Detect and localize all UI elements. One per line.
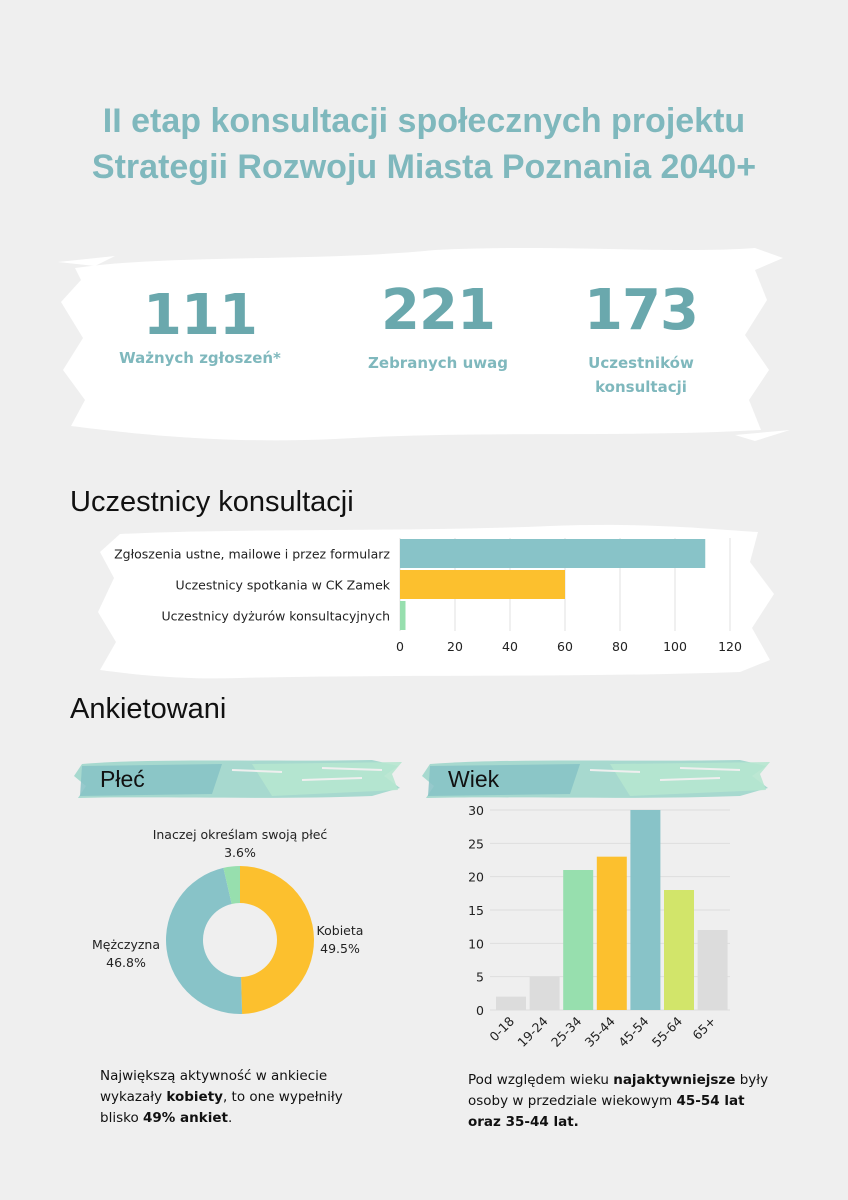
stat-valid-submissions (95, 283, 305, 370)
bar (400, 570, 565, 599)
pie-label-women (300, 922, 380, 958)
text-part: Pod względem wieku (468, 1072, 614, 1088)
stat-label-line-2: konsultacji (595, 378, 687, 396)
text-part: , to one wypełniły blisko (100, 1089, 343, 1126)
y-tick-label: 20 (468, 869, 484, 885)
pie-label-women-name: Kobieta (316, 923, 364, 938)
text-bold-part: najaktywniejsze (613, 1072, 736, 1088)
text-bold-part: kobiety (166, 1089, 223, 1105)
pie-label-men-name: Mężczyzna (91, 937, 160, 952)
y-tick-label: 0 (476, 1003, 484, 1018)
bar-category-label: Zgłoszenia ustne, mailowe i przez formularz (114, 546, 390, 562)
x-tick-label: 80 (612, 639, 628, 654)
y-tick-label: 10 (468, 936, 484, 952)
y-tick-label: 30 (468, 803, 484, 818)
bar (664, 890, 694, 1010)
age-bar-chart (430, 796, 760, 1066)
pie-label-other-name: Inaczej określam swoją płeć (152, 827, 328, 842)
age-heading: Wiek (448, 766, 500, 792)
x-tick-label: 20 (447, 639, 463, 654)
participants-heading: Uczestnicy konsultacji (70, 486, 354, 518)
bar (400, 601, 406, 630)
pie-label-men (80, 936, 172, 972)
y-tick-label: 25 (468, 836, 484, 852)
x-tick-label: 120 (718, 639, 742, 654)
participants-bar-chart (0, 530, 848, 670)
stat-participants (538, 278, 744, 399)
x-tick-label: 19-24 (514, 1013, 551, 1050)
pie-label-other-value: 3.6% (224, 845, 256, 860)
gender-heading: Płeć (100, 766, 145, 792)
stat-value: 111 (143, 283, 257, 348)
x-tick-label: 55-64 (648, 1013, 686, 1050)
stat-label: Zebranych uwag (368, 354, 508, 372)
bar (496, 997, 526, 1010)
title-line-2: Strategii Rozwoju Miasta Poznania 2040+ (91, 148, 757, 186)
pie-label-women-value: 49.5% (320, 941, 360, 956)
x-tick-label: 100 (663, 639, 687, 654)
y-tick-label: 5 (476, 969, 484, 985)
x-tick-label: 60 (557, 639, 573, 654)
text-part: były osoby w przedziale wiekowym (468, 1072, 769, 1109)
x-tick-label: 0-18 (486, 1013, 518, 1045)
title-line-1: II etap konsultacji społecznych projektu (102, 102, 746, 140)
gender-summary-text (100, 1066, 375, 1129)
stat-collected-comments (328, 278, 548, 375)
bar (698, 930, 728, 1010)
x-tick-label: 40 (502, 639, 518, 654)
x-tick-label: 45-54 (615, 1013, 652, 1050)
stat-value: 221 (381, 278, 495, 343)
text-part: . (227, 1110, 233, 1126)
bar (400, 539, 705, 568)
bar-category-label: Uczestnicy dyżurów konsultacyjnych (161, 608, 390, 624)
text-bold-part: 49% ankiet (143, 1110, 228, 1126)
x-tick-label: 25-34 (548, 1013, 585, 1050)
age-summary-text (468, 1070, 778, 1133)
bar-category-label: Uczestnicy spotkania w CK Zamek (175, 577, 390, 593)
page-title (0, 98, 848, 190)
x-tick-label: 0 (396, 639, 404, 654)
x-tick-label: 35-44 (581, 1013, 618, 1050)
stat-label: Uczestników (588, 354, 694, 372)
y-tick-label: 15 (468, 903, 484, 918)
pie-label-men-value: 46.8% (106, 955, 146, 970)
stat-label: Ważnych zgłoszeń* (119, 349, 281, 367)
text-bold-part: 45-54 lat oraz 35-44 lat. (468, 1093, 745, 1130)
pie-label-other (120, 826, 360, 862)
respondents-heading: Ankietowani (70, 693, 227, 725)
bar (597, 857, 627, 1010)
bar (563, 870, 593, 1010)
x-tick-label: 65+ (689, 1013, 719, 1043)
bar (530, 977, 560, 1010)
bar (630, 810, 660, 1010)
text-part: Największą aktywność w ankiecie wykazały (100, 1068, 328, 1105)
stat-value: 173 (584, 278, 698, 343)
